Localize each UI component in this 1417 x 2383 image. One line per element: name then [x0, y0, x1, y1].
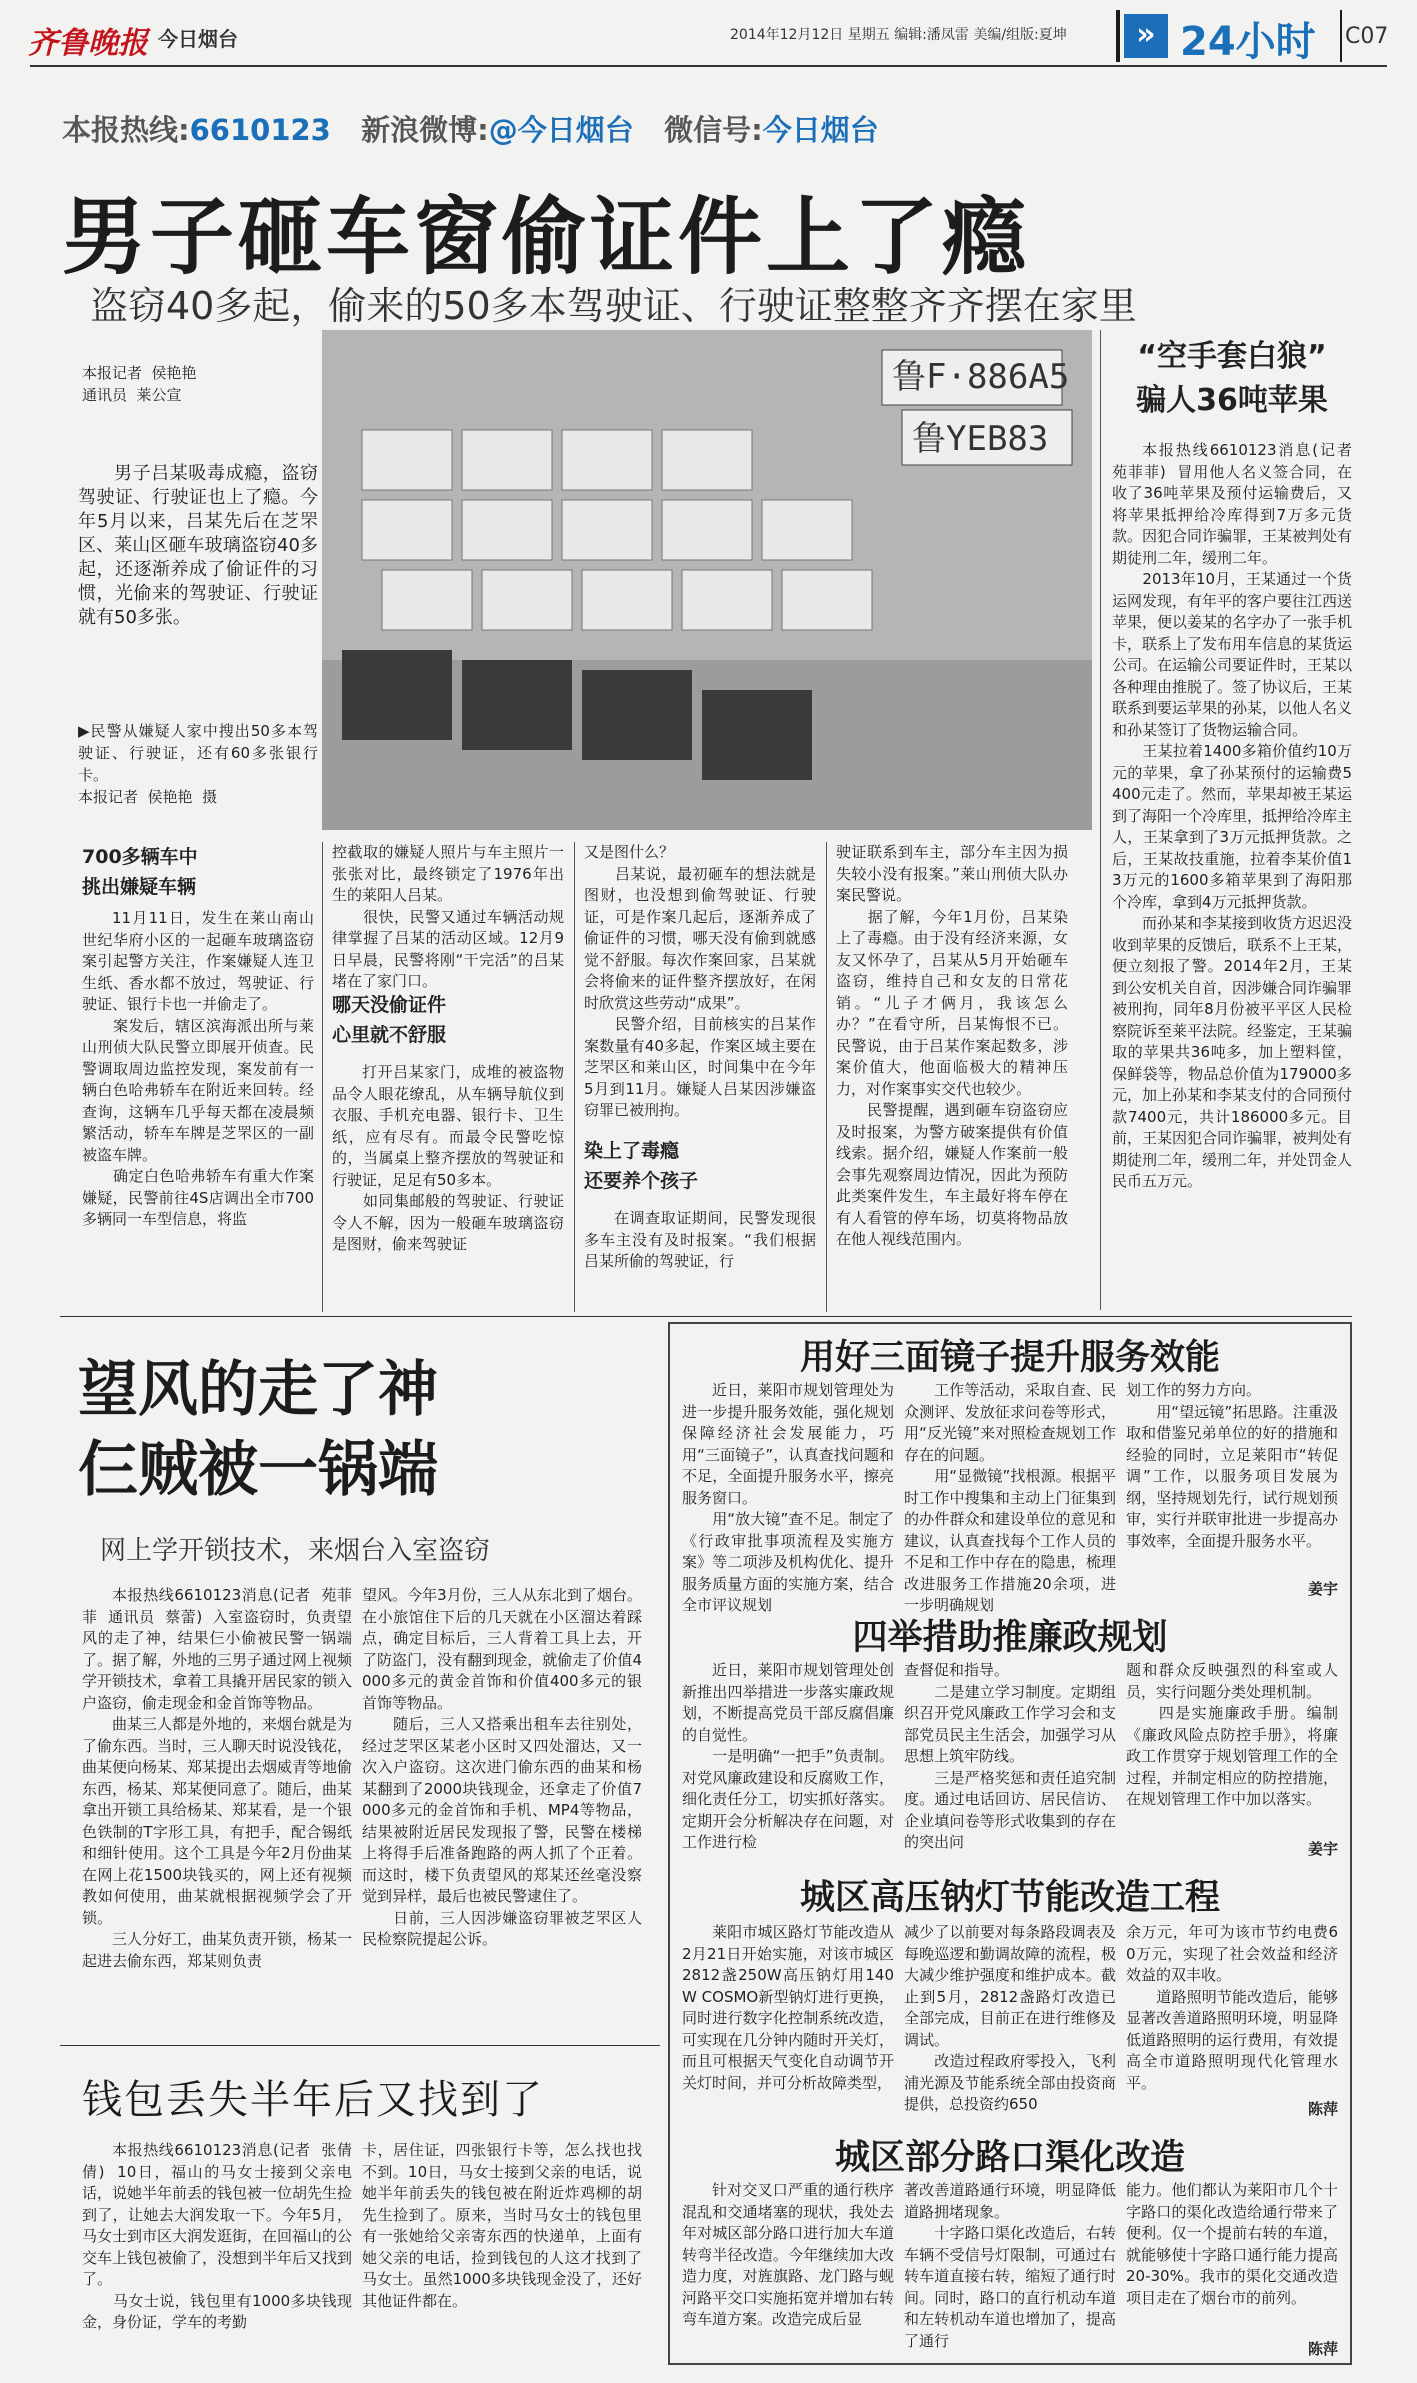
side-divider — [1100, 330, 1101, 1310]
wind-headline: 望风的走了神 仨贼被一锅端 — [78, 1355, 438, 1505]
main-col-3a: 又是图什么？ 吕某说，最初砸车的想法就是图财，也没想到偷驾驶证、行驶证，可是作案几起后，逐渐养成了偷证件的习惯，哪天没有偷到就感觉不舒服。每次作案回家，吕某就会将偷来的证件整齐摆放好，在闲时欣赏这些劳动“成果”。 民警介绍，目前核实的吕某作案数量有40多起，作案区域主要在芝罘区和莱山区，时间集中在今年5月到11月。嫌疑人吕某因涉嫌盗窃罪已被刑拘。 — [584, 843, 816, 1119]
badge-divider-right — [1340, 10, 1342, 62]
section-rule — [60, 1316, 1352, 1317]
main-col-2b: 打开吕某家门，成堆的被盗物品令人眼花缭乱，从车辆导航仪到衣服、手机充电器、银行卡、卫生纸，应有尽有。而最令民警吃惊的，当属桌上整齐摆放的驾驶证和行驶证，足足有50多本。 如同集邮般的驾驶证、行驶证令人不解，因为一般砸车玻璃盗窃是图财，偷来驾驶证 — [332, 1063, 564, 1253]
four-col-3: 题和群众反映强烈的科室或人员，实行问题分类处理机制。 四是实施廉政手册。编制《廉政风险点防控手册》，将廉政工作贯穿于规划管理工作的全过程，并制定相应的防控措施，在规划管理工作中加以落实。 — [1126, 1661, 1338, 1808]
wind-subheadline: 网上学开锁技术，来烟台入室盗窃 — [100, 1536, 491, 1566]
wechat-label: 微信号: — [664, 113, 763, 147]
newspaper-logo: 齐鲁晚报 — [28, 26, 148, 61]
main-subtitle-2: 哪天没偷证件 心里就不舒服 — [332, 994, 447, 1046]
four-col-2: 查督促和指导。 二是建立学习制度。定期组织召开党风廉政工作学习会和支部党员民主生活会，加强学习从思想上筑牢防线。 三是严格奖惩和责任追究制度。通过电话回访、居民信访、企业填问卷等形式收集到的存在的突出问 — [904, 1661, 1116, 1851]
lamp-col-2: 减少了以前要对每条路段调表及每晚巡逻和勤调故障的流程，极大减少维护强度和维护成本。截止到5月，2812盏路灯改造已全部完成，目前正在进行维修及调试。 改造过程政府零投入，飞利浦光源及节能系统全部由投资商提供，总投资约650 — [904, 1923, 1116, 2113]
section-badge: 24小时 — [1180, 19, 1316, 65]
main-col-3b: 在调查取证期间，民警发现很多车主没有及时报案。“我们根据吕某所偷的驾驶证，行 — [584, 1209, 816, 1270]
lamp-author: 陈萍 — [1307, 2100, 1338, 2118]
mirror-col-1: 近日，莱阳市规划管理处为进一步提升服务效能，强化规划保障经济社会发展能力，巧用“三面镜子”，认真查找问题和不足，全面提升服务水平，擦亮服务窗口。 用“放大镜”查不足。制定了《行政审批事项流程及实施方案》等二项涉及机构优化、提升服务质量方面的实施方案，结合全市评议规划 — [682, 1381, 894, 1614]
weibo-label: 新浪微博: — [361, 113, 489, 147]
hotline-row — [62, 108, 879, 149]
plate-1: 鲁F·886A5 — [892, 357, 1070, 397]
date-line: 2014年12月12日 星期五 编辑:潘凤雷 美编/组版:夏坤 — [730, 27, 1067, 43]
section-rule — [60, 2045, 660, 2046]
badge-divider — [1116, 10, 1120, 62]
wallet-col-1: 本报热线6610123消息(记者 张倩倩) 10日，福山的马女士接到父亲电话，说她半年前丢的钱包被一位胡先生捡到了，让她去大润发取一下。今年5月，马女士到市区大润发逛街，在回福山的公交车上钱包被偷了，没想到半年后又找到了。 马女士说，钱包里有1000多块钱现金，身份证，学车的考勤 — [82, 2141, 353, 2331]
col-divider — [574, 842, 575, 1312]
main-col-2a: 控截取的嫌疑人照片与车主照片一张张对比，最终锁定了1976年出生的莱阳人吕某。 很快，民警又通过车辆活动规律掌握了吕某的活动区域。12月9日早晨，民警将刚“干完活”的吕某堵在了家门口。 — [332, 843, 564, 990]
lamp-col-3: 余万元，年可为该市节约电费60万元，实现了社会效益和经济效益的双丰收。 道路照明节能改造后，能够显著改善道路照明环境，明显降低道路照明的运行费用，有效提高全市道路照明现代化管理水平。 — [1126, 1923, 1338, 2092]
road-col-2: 著改善道路通行环境，明显降低道路拥堵现象。 十字路口渠化改造后，右转车辆不受信号灯限制，可通过右转车道直接右转，缩短了通行时间。同时，路口的直行机动车道和左转机动车道也增加了，提高了通行 — [904, 2181, 1116, 2350]
page-number: C07 — [1345, 24, 1389, 49]
wind-col-2: 望风。今年3月份，三人从东北到了烟台。在小旅馆住下后的几天就在小区溜达着踩点，确定目标后，三人背着工具上去，开了防盗门，没有翻到现金，就偷走了价值4000多元的黄金首饰和价值400多元的银首饰等物品。 随后，三人又搭乘出租车去往别处，经过芝罘区某老小区时又四处溜达，又一次入户盗窃。这次进门偷东西的曲某和杨某翻到了2000块钱现金，还拿走了价值7000多元的金首饰和手机、MP4等物品，结果被附近居民发现报了警，民警在楼梯上将得手后准备跑路的两人抓了个正着。而这时，楼下负责望风的郑某还丝毫没察觉到异样，最后也被民警逮住了。 日前，三人因涉嫌盗窃罪被芝罘区人民检察院提起公诉。 — [362, 1586, 642, 1948]
main-col-4: 驶证联系到车主，部分车主因为损失较小没有报案。”莱山刑侦大队办案民警说。 据了解，今年1月份，吕某染上了毒瘾。由于没有经济来源，女友又怀孕了，吕某从5月开始砸车盗窃，维持自己和女友的日常花销。“儿子才俩月，我该怎么办？”在看守所，吕某悔恨不已。民警说，由于吕某作案起数多，涉案价值大，他面临极大的精神压力，对作案事实交代也较少。 民警提醒，遇到砸车窃盗窃应及时报案，为警方破案提供有价值线索。据介绍，嫌疑人作案前一般会事先观察周边情况，因此为预防此类案件发生，车主最好将车停在有人看管的停车场，切莫将物品放在他人视线范围内。 — [836, 843, 1068, 1248]
photo-illustration — [322, 330, 1092, 830]
four-headline: 四举措助推廉政规划 — [852, 1618, 1168, 1658]
main-lead: 男子吕某吸毒成瘾，盗窃驾驶证、行驶证也上了瘾。今年5月以来，吕某先后在芝罘区、莱山区砸车玻璃盗窃40多起，还逐渐养成了偷证件的习惯，光偷来的驾驶证、行驶证就有50多张。 — [78, 463, 318, 628]
masthead-rule — [30, 65, 1387, 67]
main-byline: 本报记者 侯艳艳 通讯员 莱公宣 — [82, 364, 197, 404]
main-subheadline: 盗窃40多起，偷来的50多本驾驶证、行驶证整整齐齐摆在家里 — [90, 284, 1137, 328]
main-headline: 男子砸车窗偷证件上了瘾 — [62, 188, 1031, 286]
road-headline: 城区部分路口渠化改造 — [834, 2138, 1185, 2178]
four-col-1: 近日，莱阳市规划管理处创新推出四举措进一步落实廉政规划，不断提高党员干部反腐倡廉的自觉性。 一是明确“一把手”负责制。对党风廉政建设和反腐败工作，细化责任分工，切实抓好落实。定期开会分析解决存在问题，对工作进行检 — [682, 1661, 894, 1851]
mirror-author: 姜宇 — [1307, 1580, 1338, 1598]
photo-caption: ▶民警从嫌疑人家中搜出50多本驾驶证、行驶证，还有60多张银行卡。 本报记者 侯艳艳 摄 — [78, 722, 318, 806]
wechat-value: 今日烟台 — [762, 113, 879, 147]
road-author: 陈萍 — [1307, 2340, 1338, 2358]
mirror-col-2: 工作等活动，采取自查、民众测评、发放征求问卷等形式，用“反光镜”来对照检查规划工作存在的问题。 用“显微镜”找根源。根据平时工作中搜集和主动上门征集到的办件群众和建设单位的意见和建议，认真查找每个工作人员的不足和工作中存在的隐患，梳理改进服务工作措施20余项，进一步明确规划 — [904, 1381, 1116, 1614]
section-name: 今日烟台 — [158, 27, 238, 51]
hotline-label: 本报热线: — [62, 113, 190, 147]
col-divider — [826, 842, 827, 1312]
main-subtitle-3: 染上了毒瘾 还要养个孩子 — [584, 1140, 699, 1192]
plate-2: 鲁YEB83 — [912, 419, 1049, 459]
side-body: 本报热线6610123消息(记者 苑菲菲) 冒用他人名义签合同，在收了36吨苹果及预付运输费后，又将苹果抵押给冷库得到7万多元货款。因犯合同诈骗罪，王某被判处有期徒刑二年，缓刑二年。 2013年10月，王某通过一个货运网发现，有年平的客户要往江西送苹果，便以姜某的名字办了一张手机卡，联系上了发布用车信息的某货运公司。在运输公司要证件时，王某以各种理由推脱了。签了协议后，王某联系到要运苹果的孙某，以他人名义和孙某签订了货物运输合同。 王某拉着1400多箱价值约10万元的苹果，拿了孙某预付的运输费5400元走了。然而，苹果却被王某运到了海阳一个冷库里，抵押给冷库主人，王某拿到了3万元抵押货款。之后，王某故技重施，拉着李某价值13万元的1600多箱苹果到了海阳那个冷库，拿到4万元抵押货款。 而孙某和李某接到收货方迟迟没收到苹果的反馈后，联系不上王某，便立刻报了警。2014年2月，王某到公安机关自首，因涉嫌合同诈骗罪被刑拘，同年8月份被平平区人民检察院诉至莱平法院。经鉴定，王某骗取的苹果共36吨多，加上塑料筐，保鲜袋等，物品总价值为179000多元，加上孙某和李某支付的合同预付款7400元，共计186000多元。目前，王某因犯合同诈骗罪，被判处有期徒刑二年，缓刑二年，并处罚金人民币五万元。 — [1112, 441, 1353, 1190]
weibo-value: @今日烟台 — [488, 113, 634, 147]
wallet-headline: 钱包丢失半年后又找到了 — [82, 2077, 544, 2123]
evidence-photo — [322, 330, 1092, 830]
four-author: 姜宇 — [1307, 1840, 1338, 1858]
lamp-headline: 城区高压钠灯节能改造工程 — [799, 1878, 1220, 1918]
road-col-1: 针对交叉口严重的通行秩序混乱和交通堵塞的现状，我处去年对城区部分路口进行加大车道转弯半径改造。今年继续加大改造力度，对旌旗路、龙门路与蚬河路平交口实施拓宽并增加右转弯车道方案。改造完成后显 — [682, 2181, 894, 2328]
arrow-icon: » — [1124, 14, 1168, 58]
hotline-value: 6610123 — [189, 113, 331, 147]
wind-col-1: 本报热线6610123消息(记者 苑菲菲 通讯员 蔡蕾) 入室盗窃时，负责望风的走了神，结果仨小偷被民警一锅端了。据了解，外地的三男子通过网上视频学开锁技术，拿着工具撬开居民家的锁入户盗窃，偷走现金和金首饰等物品。 曲某三人都是外地的，来烟台就是为了偷东西。当时，三人聊天时说没钱花，曲某便向杨某、郑某提出去烟威青等地偷东西，杨某、郑某便同意了。随后，曲某拿出开锁工具给杨某、郑某看，是一个银色铁制的T字形工具，有把手，配合锡纸和细针使用。这个工具是今年2月份曲某在网上花1500块钱买的，网上还有视频教如何使用，曲某就根据视频学会了开锁。 三人分好工，曲某负责开锁，杨某一起进去偷东西，郑某则负责 — [82, 1586, 353, 1970]
lamp-col-1: 莱阳市城区路灯节能改造从2月21日开始实施，对该市城区2812盏250W高压钠灯用140W COSMO新型钠灯进行更换，同时进行数字化控制系统改造，可实现在几分钟内随时开关灯，而且可根据天气变化自动调节开关灯时间，并可分析故障类型， — [682, 1923, 894, 2092]
main-col-1: 11月11日，发生在莱山南山世纪华府小区的一起砸车玻璃盗窃案引起警方关注，作案嫌疑人连卫生纸、香水都不放过，驾驶证、行驶证、银行卡也一并偷走了。 案发后，辖区滨海派出所与莱山刑侦大队民警立即展开侦查。民警调取周边监控发现，案发前有一辆白色哈弗轿车在附近来回转。经查询，这辆车几乎每天都在凌晨频繁活动，轿车车牌是芝罘区的一副被盗车牌。 确定白色哈弗轿车有重大作案嫌疑，民警前往4S店调出全市700多辆同一车型信息，将监 — [82, 909, 314, 1228]
road-col-3: 能力。他们都认为莱阳市几个十字路口的渠化改造给通行带来了便利。仅一个提前右转的车道，就能够使十字路口通行能力提高20-30%。我市的渠化交通改造项目走在了烟台市的前列。 — [1126, 2181, 1338, 2307]
main-subtitle-1: 700多辆车中 挑出嫌疑车辆 — [82, 846, 198, 898]
side-headline: “空手套白狼” 骗人36吨苹果 — [1136, 339, 1328, 418]
mirror-col-3: 划工作的努力方向。 用“望远镜”拓思路。注重汲取和借鉴兄弟单位的好的措施和经验的同时，立足莱阳市“转促调”工作，以服务项目发展为纲，坚持规划先行，试行规划预审，实行并联审批进一步提高办事效率，全面提升服务水平。 — [1126, 1381, 1338, 1550]
col-divider — [322, 842, 323, 1312]
wallet-col-2: 卡，居住证，四张银行卡等，怎么找也找不到。10日，马女士接到父亲的电话，说她半年前丢失的钱包被在附近炸鸡柳的胡先生捡到了。原来，当时马女士的钱包里有一张她给父亲寄东西的快递单，上面有她父亲的电话，捡到钱包的人这才找到了马女士。虽然1000多块钱现金没了，还好其他证件都在。 — [362, 2141, 642, 2310]
mirror-headline: 用好三面镜子提升服务效能 — [799, 1338, 1220, 1378]
